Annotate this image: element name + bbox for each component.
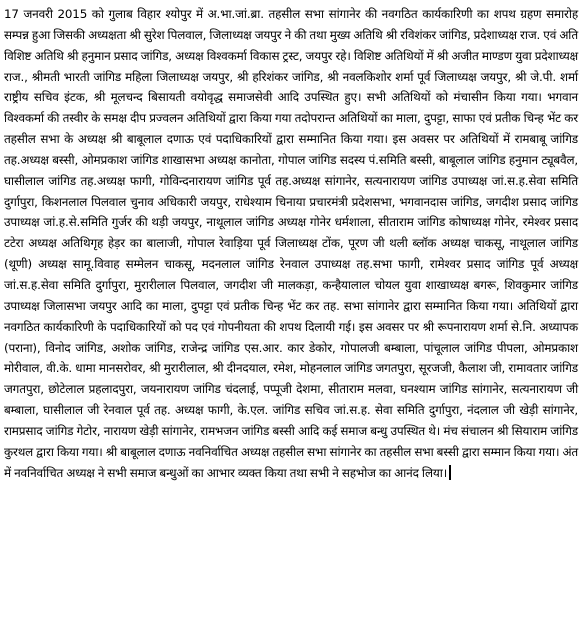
article-body-text: 17 जनवरी 2015 को गुलाब विहार श्योपुर में अ.भा.जां.ब्रा. तहसील सभा सांगानेर की नवगठित कार्यकारिणी का शपथ ग्रहण समारोह सम्पन्न हुआ जिसकी अध्यक्षता श्री सुरेश पिलवाल, जिलाध्यक्ष जयपुर ने की तथा मुख्य अतिथि श्री रविशंकर जांगिड, प्रदेशाध्यक्ष राज. एवं अति विशिष्ट अतिथि श्री हनुमान प्रसाद जांगिड, अध्यक्ष विश्वकर्मा विकास ट्रस्ट, जयपुर रहे। विशिष्ट अतिथियों में श्री अजीत माण्डण युवा प्रदेशाध्यक्ष राज., श्रीमती भारती जांगिड महिला जिलाध्यक्ष जयपुर, श्री हरिशंकर जांगिड, श्री नवलकिशोर शर्मा पूर्व जिलाध्यक्ष जयपुर, श्री जे.पी. शर्मा राष्ट्रीय सचिव इंटक, श्री मूलचन्द बिसायती वयोवृद्ध समाजसेवी आदि उपस्थित हुए। सभी अतिथियों को मंचासीन किया गया। भगवान विश्वकर्मा की तस्वीर के समक्ष दीप प्रज्वलन अतिथियों द्वारा किया गया तदोपरान्त अतिथियों का माला, दुपट्टा, साफा एवं प्रतीक चिन्ह भेंट कर तहसील सभा के अध्यक्ष श्री बाबूलाल दणाऊ एवं पदाधिकारियों द्वारा सम्मानित किया गया। इस अवसर पर अतिथियों में रामबाबू जांगिड तह.अध्यक्ष बस्सी, ओमप्रकाश जांगिड शाखासभा अध्यक्ष कानोता, गोपाल जांगिड सदस्य पं.समिति बस्सी, बाबूलाल जांगिड हनुमान ट्यूबवैल, घासीलाल जांगिड तह.अध्यक्ष फागी, गोविन्दनारायण जांगिड पूर्व तह.अध्यक्ष सांगानेर, सत्यनारायण जांगिड उपाध्यक्ष जां.स.ह.सेवा समिति दुर्गापुरा, किशनलाल पिलवाल चुनाव अधिकारी जयपुर, राधेश्याम चिनाया प्रचारमंत्री प्रदेशसभा, भगवानदास जांगिड, जगदीश प्रसाद जांगिड उपाध्यक्ष जां.ह.से.समिति गुर्जर की थड़ी जयपुर, नाथूलाल जांगिड अध्यक्ष गोनेर धर्मशाला, सीताराम जांगिड कोषाध्यक्ष गोनेर, रमेश्वर प्रसाद टटेरा अध्यक्ष अतिथिगृह हेड़र का बालाजी, गोपाल रेवाड़िया पूर्व जिलाध्यक्ष टोंक, पूरण जी थली ब्लॉक अध्यक्ष चाकसू, नाथूलाल जांगिड (थूणी) अध्यक्ष सामू.विवाह सम्मेलन चाकसू, मदनलाल जांगिड रेनवाल उपाध्यक्ष तह.सभा फागी, रामेश्वर प्रसाद जांगिड पूर्व अध्यक्ष जां.स.ह.सेवा समिति दुर्गापुरा, मुरारीलाल पिलवाल, जगदीश जी मालकड़ा, कन्हैयालाल चोयल युवा शाखाध्यक्ष बगरू, शिवकुमार जांगिड उपाध्यक्ष जिलासभा जयपुर आदि का माला, दुपट्टा एवं प्रतीक चिन्ह भेंट कर तह. सभा सांगानेर द्वारा सम्मानित किया गया। अतिथियों द्वारा नवगठित कार्यकारिणी के पदाधिकारियों को पद एवं गोपनीयता की शपथ दिलायी गई। इस अवसर पर श्री रूपनारायण शर्मा से.नि. अध्यापक (पराना), विनोद जांगिड, अशोक जांगिड, राजेन्द्र जांगिड एस.आर. कार डेकोर, गोपालजी बम्बाला, पांचूलाल जांगिड पीपला, ओमप्रकाश मोरीवाल, वी.के. धामा मानसरोवर, श्री मुरारीलाल, श्री दीनदयाल, रमेश, मोहनलाल जांगिड जगतपुरा, सूरजजी, कैलाश जी, रामावतार जांगिड जगतपुरा, छोटेलाल प्रहलादपुरा, जयनारायण जांगिड चंदलाई, पप्पूजी देशमा, सीताराम मलवा, घनश्याम जांगिड सांगानेर, सत्यनारायण जी बम्बाला, घासीलाल जी रेनवाल पूर्व तह. अध्यक्ष फागी, के.एल. जांगिड सचिव जां.स.ह. सेवा समिति दुर्गापुरा, नंदलाल जी खेड़ी सांगानेर, रामप्रसाद जांगिड गेटोर, नारायण खेड़ी सांगानेर, रामभजन जांगिड बस्सी आदि कई समाज बन्धु उपस्थित थे। मंच संचालन श्री सियाराम जांगिड कुरथल द्वारा किया गया। श्री बाबूलाल दणाऊ नवनिर्वाचित अध्यक्ष तहसील सभा सांगानेर का तहसील सभा बस्सी द्वारा सम्मान किया गया। अंत में नवनिर्वाचित अध्यक्ष ने सभी समाज बन्धुओं का आभार व्यक्त किया तथा सभी ने सहभोज का आनंद लिया। — [4, 7, 579, 480]
news-article — [4, 4, 578, 483]
text-cursor — [449, 465, 451, 480]
